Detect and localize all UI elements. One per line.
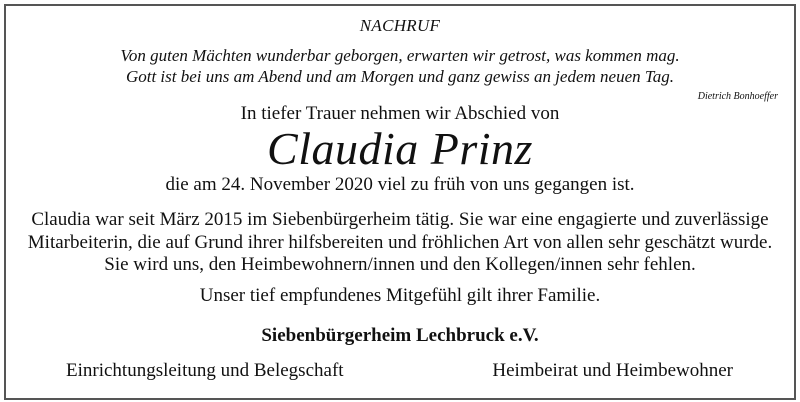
verse-author: Dietrich Bonhoeffer (697, 91, 778, 102)
signature-left: Einrichtungsleitung und Belegschaft (66, 360, 344, 381)
sympathy-line: Unser tief empfundenes Mitgefühl gilt ihrer Familie. (199, 285, 601, 306)
verse-line-2: Gott ist bei uns am Abend und am Morgen und ganz gewiss an jedem neuen Tag. (125, 67, 675, 86)
signature-right: Heimbeirat und Heimbewohner (492, 360, 733, 381)
tribute-line-2: Mitarbeiterin, die auf Grund ihrer hilfsbereiten und fröhlichen Art von allen sehr geschätzt wurde. (27, 232, 773, 253)
deceased-name: Claudia Prinz (267, 123, 533, 174)
tribute-line-1: Claudia war seit März 2015 im Siebenbürgerheim tätig. Sie war eine engagierte und zuverlässige (31, 209, 769, 230)
tribute-line-3: Sie wird uns, den Heimbewohnern/innen und den Kollegen/innen sehr fehlen. (104, 254, 696, 275)
organization-name: Siebenbürgerheim Lechbruck e.V. (261, 325, 539, 346)
death-date-line: die am 24. November 2020 viel zu früh von uns gegangen ist. (165, 174, 635, 195)
verse-line-1: Von guten Mächten wunderbar geborgen, erwarten wir getrost, was kommen mag. (120, 46, 680, 65)
intro-text: In tiefer Trauer nehmen wir Abschied von (240, 103, 560, 124)
notice-heading: NACHRUF (359, 16, 441, 35)
